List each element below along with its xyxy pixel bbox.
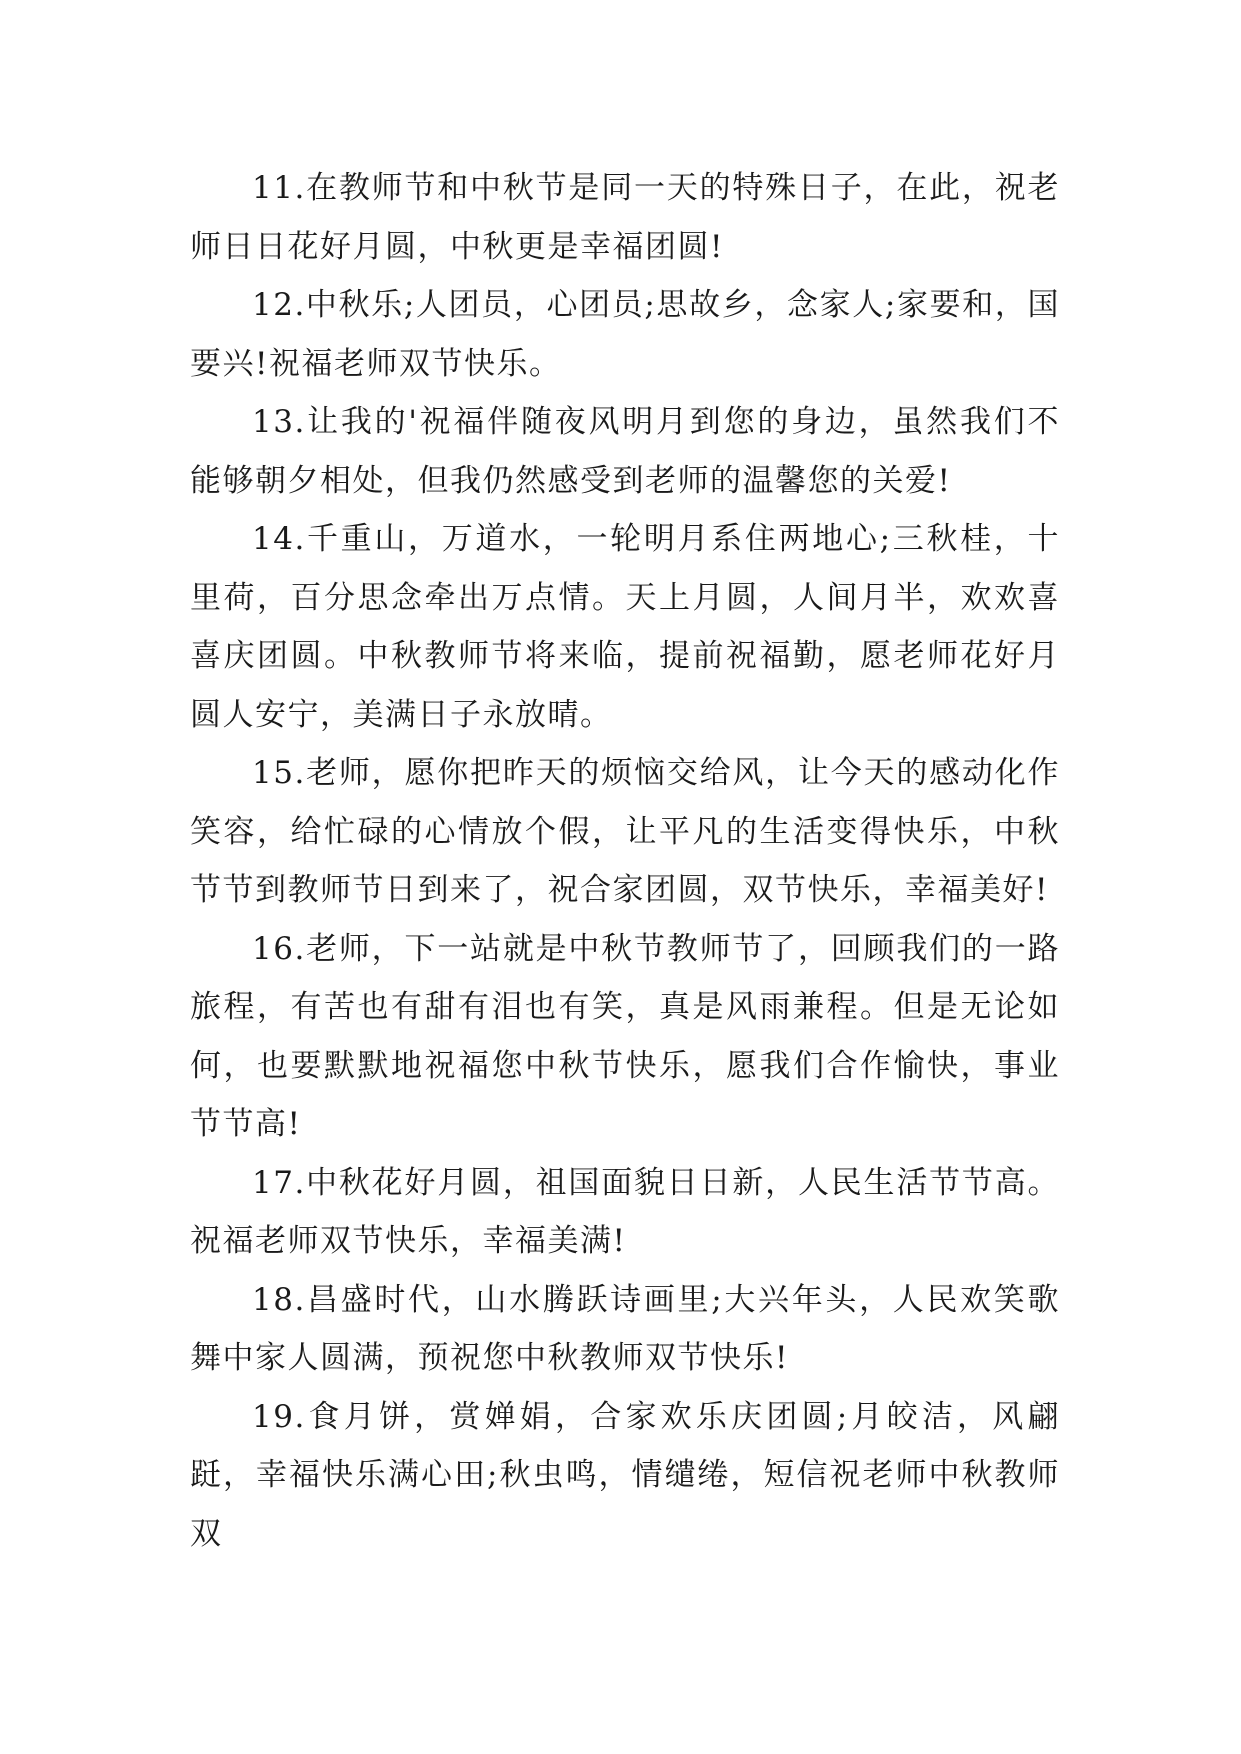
paragraph-19: 19.食月饼，赏婵娟，合家欢乐庆团圆;月皎洁，风翩跹，幸福快乐满心田;秋虫鸣，情缱绻，短信祝老师中秋教师双 [190, 1398, 1060, 1552]
paragraph-14: 14.千重山，万道水，一轮明月系住两地心;三秋桂，十里荷，百分思念牵出万点情。天上月圆，人间月半，欢欢喜喜庆团圆。中秋教师节将来临，提前祝福勤，愿老师花好月圆人安宁，美满日子永放晴。 [190, 521, 1060, 733]
paragraph-15: 15.老师，愿你把昨天的烦恼交给风，让今天的感动化作笑容，给忙碌的心情放个假，让平凡的生活变得快乐，中秋节节到教师节日到来了，祝合家团圆，双节快乐，幸福美好! [190, 755, 1060, 908]
paragraph-16: 16.老师，下一站就是中秋节教师节了，回顾我们的一路旅程，有苦也有甜有泪也有笑，真是风雨兼程。但是无论如何，也要默默地祝福您中秋节快乐，愿我们合作愉快，事业节节高! [190, 930, 1060, 1142]
paragraph-12: 12.中秋乐;人团员，心团员;思故乡，念家人;家要和，国要兴!祝福老师双节快乐。 [190, 287, 1060, 382]
paragraph-17: 17.中秋花好月圆，祖国面貌日日新，人民生活节节高。祝福老师双节快乐，幸福美满! [190, 1164, 1060, 1259]
paragraph-18: 18.昌盛时代，山水腾跃诗画里;大兴年头，人民欢笑歌舞中家人圆满，预祝您中秋教师双节快乐! [190, 1281, 1060, 1376]
paragraph-11: 11.在教师节和中秋节是同一天的特殊日子，在此，祝老师日日花好月圆，中秋更是幸福团圆! [190, 170, 1060, 265]
document-body [190, 159, 1060, 1563]
paragraph-13: 13.让我的'祝福伴随夜风明月到您的身边，虽然我们不能够朝夕相处，但我仍然感受到老师的温馨您的关爱! [190, 404, 1060, 499]
